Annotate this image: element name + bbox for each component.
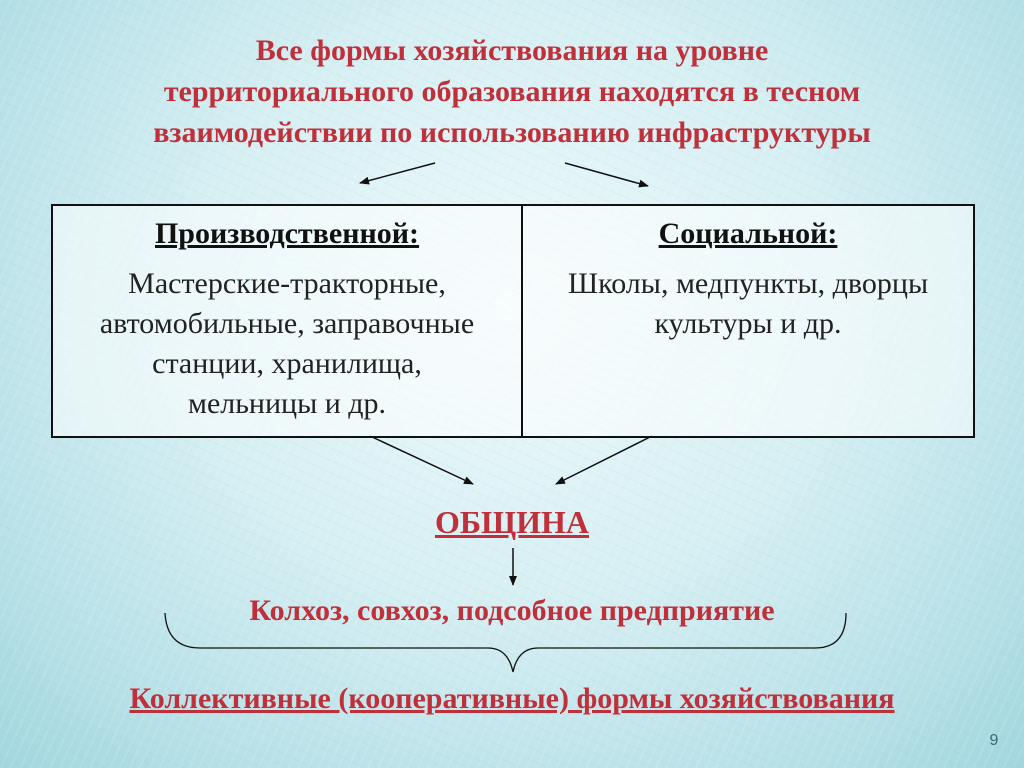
social-line: Школы, медпункты, дворцы <box>567 267 929 300</box>
title-line-3: взаимодействии по использованию инфраструктуры <box>153 116 871 149</box>
production-description <box>53 264 521 424</box>
social-heading: Социальной: <box>658 217 838 250</box>
social-description <box>523 264 973 344</box>
collective-forms-label: Коллективные (кооперативные) формы хозяйствования <box>129 682 895 715</box>
infrastructure-table <box>51 204 975 438</box>
production-infrastructure-cell <box>53 206 523 436</box>
production-line: Мастерские-тракторные, <box>128 267 446 300</box>
arrow-title-to-right <box>565 163 648 186</box>
production-line: мельницы и др. <box>187 387 387 420</box>
community-label: ОБЩИНА <box>434 504 590 540</box>
social-line: культуры и др. <box>654 307 842 340</box>
enterprises-label: Колхоз, совхоз, подсобное предприятие <box>249 594 775 627</box>
arrow-right-to-community <box>556 436 652 484</box>
arrow-left-to-community <box>370 436 473 484</box>
arrow-title-to-left <box>360 163 435 183</box>
social-infrastructure-cell <box>523 206 973 436</box>
production-heading: Производственной: <box>154 217 420 250</box>
title-line-2: территориального образования находятся в тесном <box>163 75 861 108</box>
production-line: автомобильные, заправочные <box>99 307 475 340</box>
page-number: 9 <box>989 732 999 749</box>
title-line-1: Все формы хозяйствования на уровне <box>255 34 769 67</box>
production-line: станции, хранилища, <box>152 347 422 380</box>
